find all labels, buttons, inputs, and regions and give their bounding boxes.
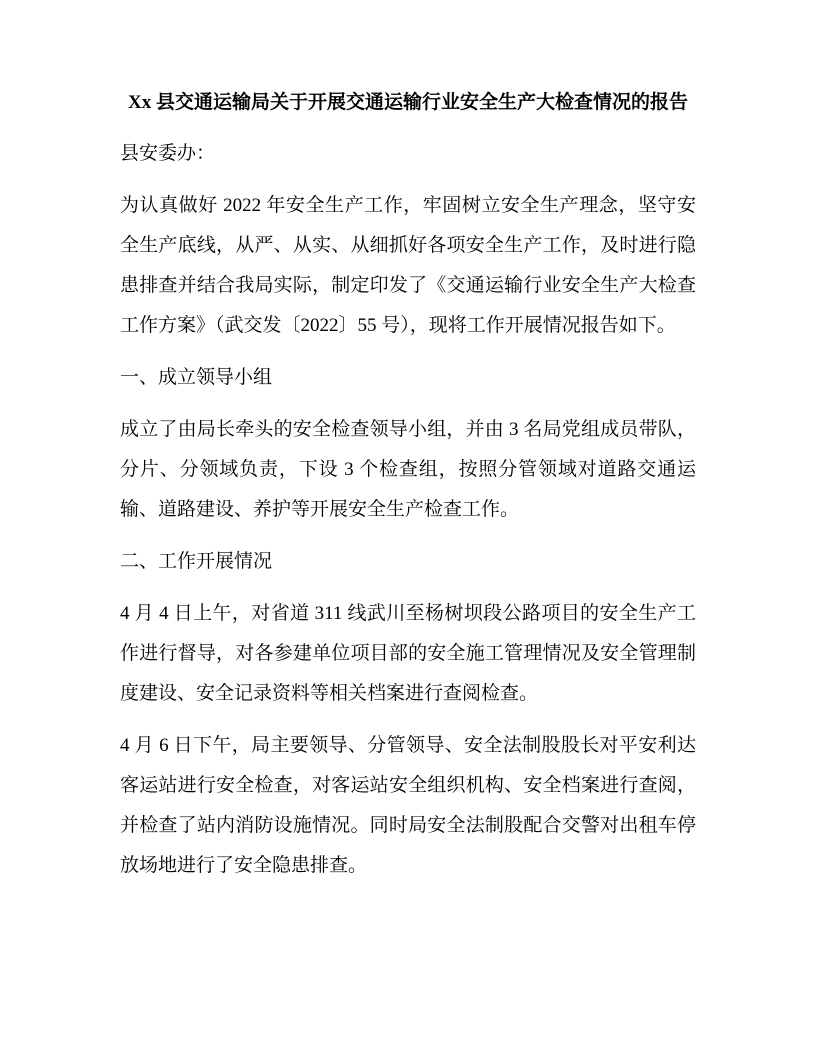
paragraph: 为认真做好 2022 年安全生产工作，牢固树立安全生产理念，坚守安全生产底线，从严、从实、从细抓好各项安全生产工作，及时进行隐患排查并结合我局实际，制定印发了《交通运输行业安全生产大检查工作方案》（武交发〔2022〕55 号），现将工作开展情况报告如下。	[120, 195, 696, 336]
paragraph: 一、成立领导小组	[120, 367, 273, 388]
paragraph: 4 月 6 日下午，局主要领导、分管领导、安全法制股股长对平安利达客运站进行安全检查，对客运站安全组织机构、安全档案进行查阅，并检查了站内消防设施情况。同时局安全法制股配合交警对出租车停放场地进行了安全隐患排查。	[120, 735, 696, 876]
document-title: Xx 县交通运输局关于开展交通运输行业安全生产大检查情况的报告	[128, 92, 688, 113]
paragraph: 4 月 4 日上午，对省道 311 线武川至杨树坝段公路项目的安全生产工作进行督导，对各参建单位项目部的安全施工管理情况及安全管理制度建设、安全记录资料等相关档案进行查阅检查。	[120, 603, 696, 704]
paragraph: 二、工作开展情况	[120, 551, 273, 572]
document-body	[120, 134, 696, 886]
paragraph: 县安委办：	[120, 143, 216, 164]
paragraph: 成立了由局长牵头的安全检查领导小组，并由 3 名局党组成员带队，分片、分领域负责，下设 3 个检查组，按照分管领域对道路交通运输、道路建设、养护等开展安全生产检查工作。	[120, 419, 696, 520]
